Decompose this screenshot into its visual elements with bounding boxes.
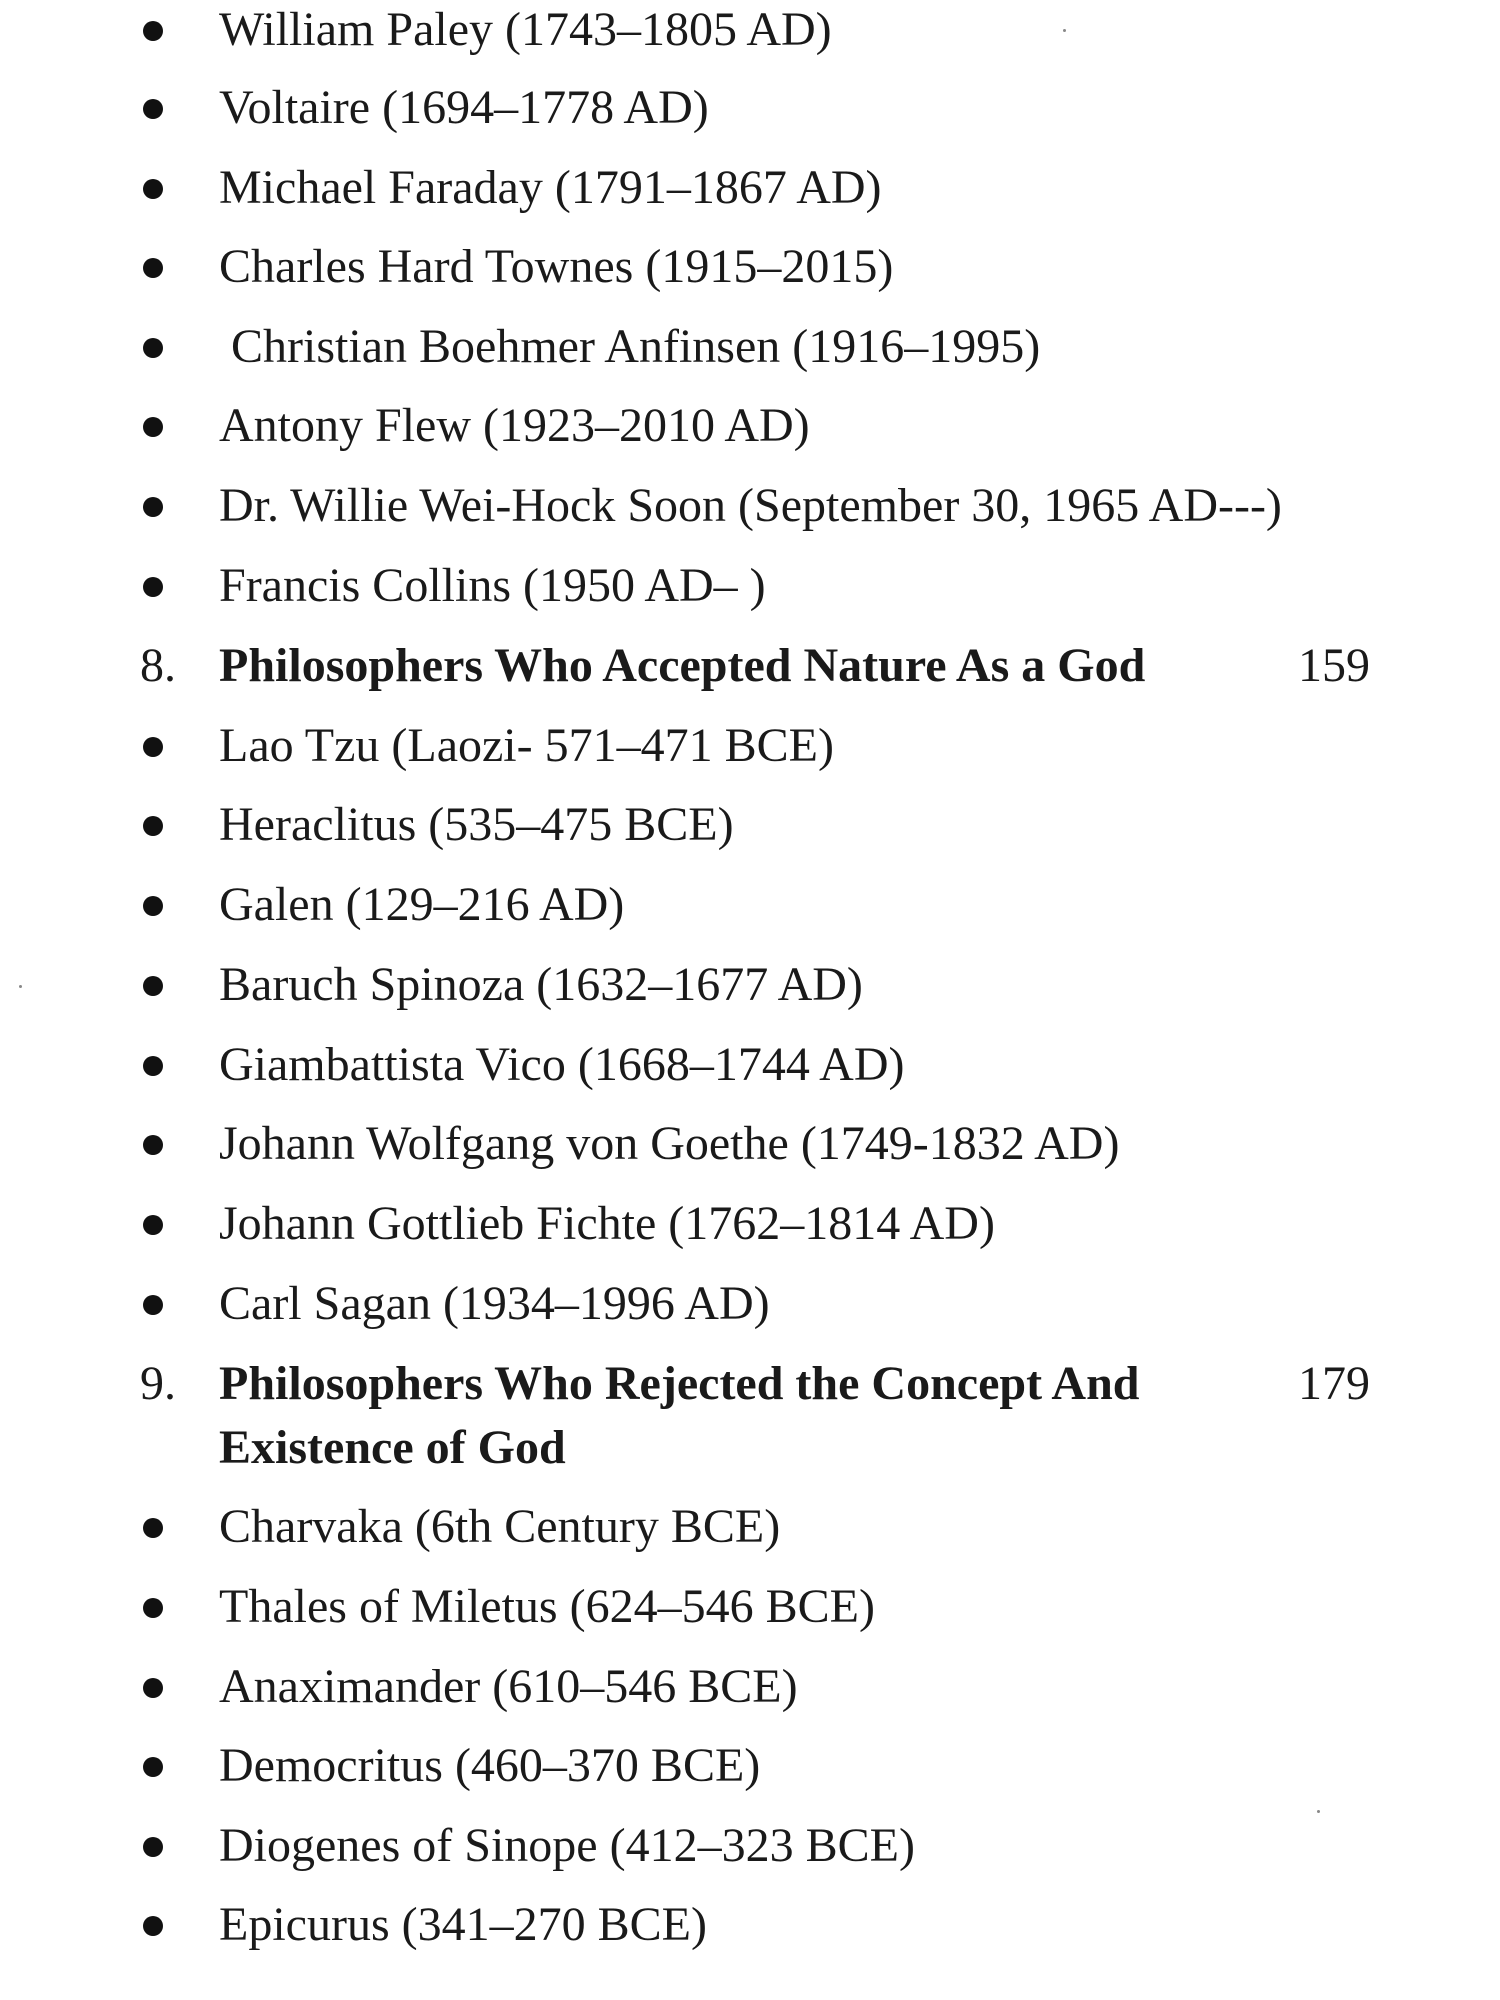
list-item: [0, 875, 1500, 935]
scan-speck: [19, 985, 22, 988]
chapter-number: 8.: [140, 639, 176, 692]
entry-text: Charles Hard Townes (1915–2015): [219, 240, 894, 293]
entry-text: Dr. Willie Wei-Hock Soon (September 30, 1965 AD---): [219, 479, 1282, 532]
list-item: [0, 1657, 1500, 1717]
bullet-icon: [143, 99, 163, 119]
list-item: [0, 1194, 1500, 1254]
chapter-page-number: 159: [1298, 639, 1370, 692]
bullet-icon: [143, 1757, 163, 1777]
bullet-icon: [143, 976, 163, 996]
bullet-icon: [143, 497, 163, 517]
scan-speck: [1063, 29, 1066, 32]
list-item: [0, 1895, 1500, 1955]
bullet-icon: [143, 1916, 163, 1936]
entry-text: Michael Faraday (1791–1867 AD): [219, 161, 882, 214]
list-item: [0, 78, 1500, 138]
entry-text: Carl Sagan (1934–1996 AD): [219, 1277, 770, 1330]
list-item: [0, 1035, 1500, 1095]
bullet-icon: [143, 1837, 163, 1857]
chapter-heading: [0, 636, 1500, 696]
bullet-icon: [143, 1215, 163, 1235]
entry-text: Baruch Spinoza (1632–1677 AD): [219, 958, 863, 1011]
chapter-page-number: 179: [1298, 1357, 1370, 1410]
bullet-icon: [143, 577, 163, 597]
entry-text: Epicurus (341–270 BCE): [219, 1898, 707, 1951]
list-item: [0, 1497, 1500, 1557]
chapter-heading: [0, 1354, 1500, 1484]
list-item: [0, 1114, 1500, 1174]
bullet-icon: [143, 417, 163, 437]
entry-text: Thales of Miletus (624–546 BCE): [219, 1580, 875, 1633]
scan-speck: [1317, 1810, 1320, 1813]
bullet-icon: [143, 1135, 163, 1155]
entry-text: Johann Wolfgang von Goethe (1749-1832 AD): [219, 1117, 1120, 1170]
entry-text: Heraclitus (535–475 BCE): [219, 798, 734, 851]
bullet-icon: [143, 896, 163, 916]
list-item: [0, 1736, 1500, 1796]
entry-text: Charvaka (6th Century BCE): [219, 1500, 781, 1553]
list-item: [0, 396, 1500, 456]
list-item: [0, 1274, 1500, 1334]
entry-text: Christian Boehmer Anfinsen (1916–1995): [231, 320, 1041, 373]
list-item: [0, 158, 1500, 218]
list-item: [0, 1577, 1500, 1637]
bullet-icon: [143, 1056, 163, 1076]
entry-text: Anaximander (610–546 BCE): [219, 1660, 798, 1713]
list-item: [0, 317, 1500, 377]
list-item: [0, 237, 1500, 297]
bullet-icon: [143, 737, 163, 757]
bullet-icon: [143, 1598, 163, 1618]
entry-text: Voltaire (1694–1778 AD): [219, 81, 709, 134]
list-item: [0, 556, 1500, 616]
chapter-title: Philosophers Who Accepted Nature As a God: [219, 639, 1146, 692]
entry-text: Johann Gottlieb Fichte (1762–1814 AD): [219, 1197, 995, 1250]
chapter-number: 9.: [140, 1357, 176, 1410]
list-item: [0, 476, 1500, 536]
bullet-icon: [143, 21, 163, 41]
entry-text: Diogenes of Sinope (412–323 BCE): [219, 1819, 915, 1872]
entry-text: Lao Tzu (Laozi- 571–471 BCE): [219, 719, 834, 772]
entry-text: Antony Flew (1923–2010 AD): [219, 399, 810, 452]
entry-text: William Paley (1743–1805 AD): [219, 3, 832, 56]
entry-text: Giambattista Vico (1668–1744 AD): [219, 1038, 905, 1091]
chapter-title-line-2: Existence of God: [219, 1421, 566, 1474]
list-item: [0, 795, 1500, 855]
list-item: [0, 1816, 1500, 1876]
entry-text: Galen (129–216 AD): [219, 878, 625, 931]
list-item: [0, 716, 1500, 776]
bullet-icon: [143, 1678, 163, 1698]
bullet-icon: [143, 1518, 163, 1538]
bullet-icon: [143, 258, 163, 278]
list-item: [0, 0, 1500, 60]
bullet-icon: [143, 1295, 163, 1315]
bullet-icon: [143, 179, 163, 199]
bullet-icon: [143, 816, 163, 836]
list-item: [0, 955, 1500, 1015]
bullet-icon: [143, 338, 163, 358]
chapter-title-line-1: Philosophers Who Rejected the Concept And: [219, 1357, 1140, 1410]
entry-text: Francis Collins (1950 AD– ): [219, 559, 766, 612]
entry-text: Democritus (460–370 BCE): [219, 1739, 761, 1792]
